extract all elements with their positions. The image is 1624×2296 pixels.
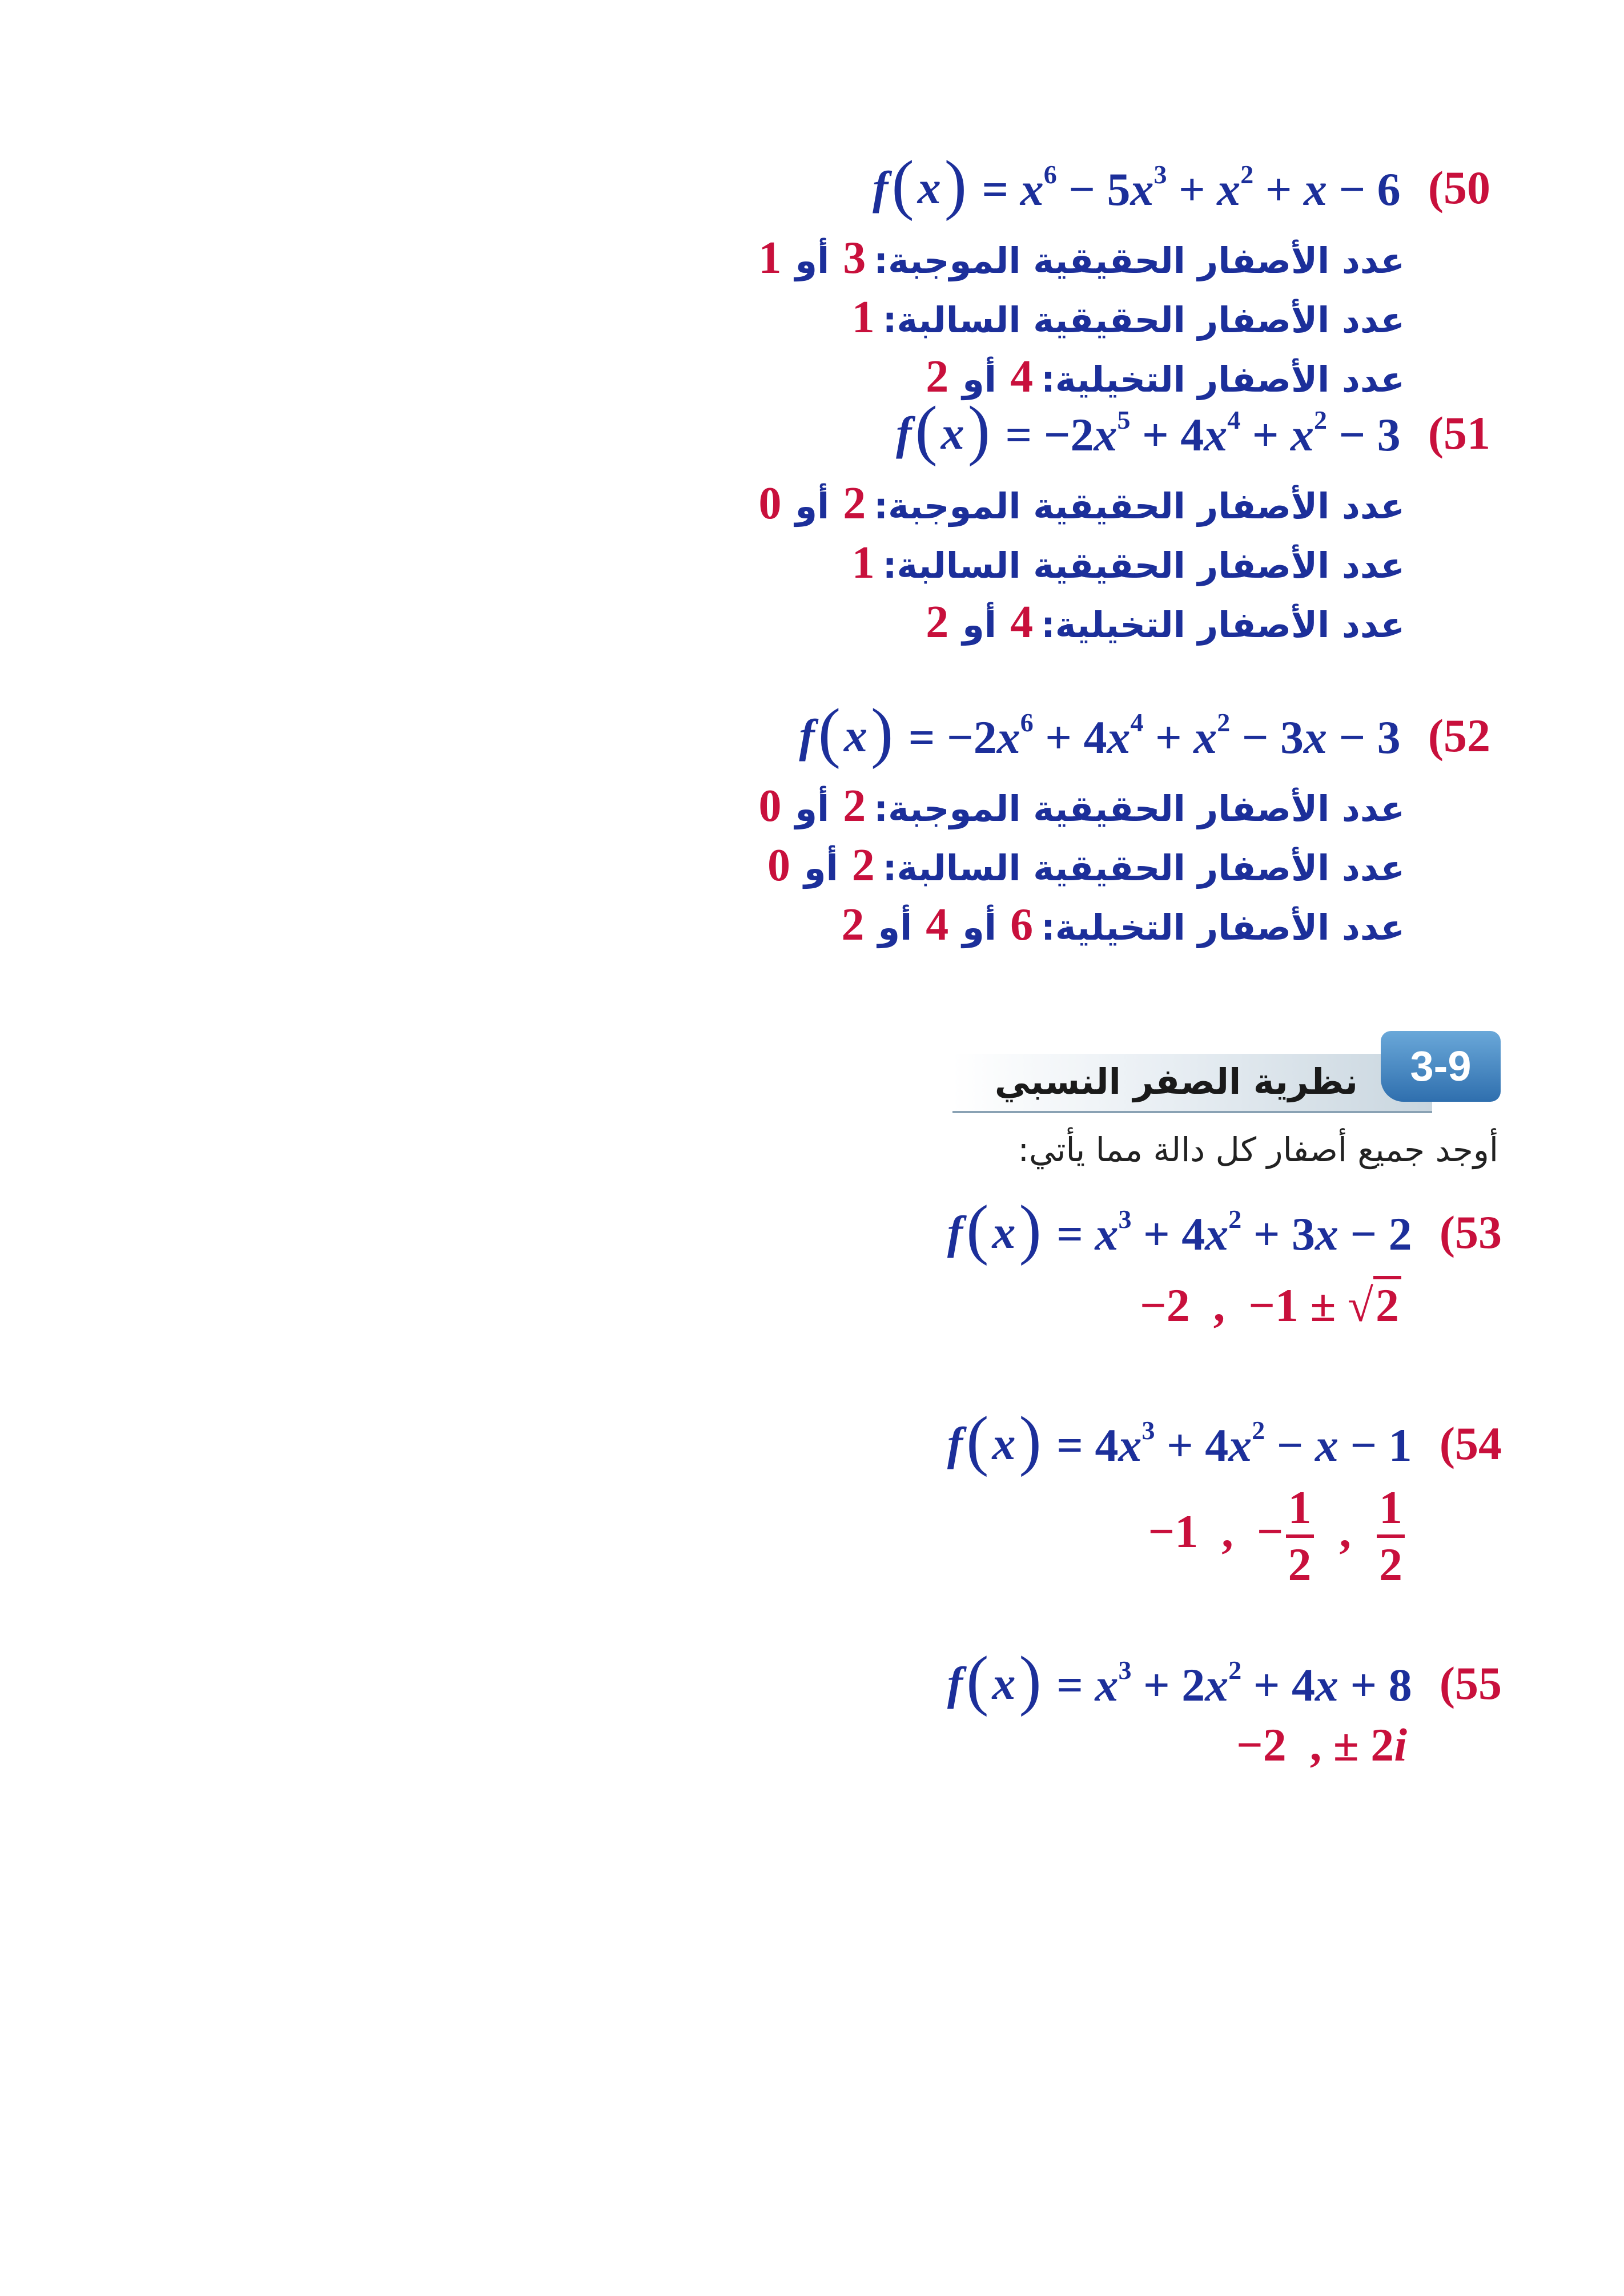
positive-zeros-row: عدد الأصفار الحقيقية الموجبة:2أو0 (758, 781, 1405, 831)
imaginary-zeros-row: عدد الأصفار التخيلية:4أو2 (926, 597, 1405, 647)
imaginary-zeros-row: عدد الأصفار التخيلية:4أو2 (926, 352, 1405, 402)
lesson-badge: 3-9 (1381, 1031, 1501, 1102)
negative-zeros-row: عدد الأصفار الحقيقية السالبة:1 (851, 292, 1405, 343)
section-title: نظرية الصفر النسبي (994, 1061, 1358, 1102)
equation-54: f ( x ) = $4x^3 + 4x^2 - x - 1$ (54 (947, 1403, 1502, 1477)
problem-number-51: (51 (1428, 407, 1490, 459)
negative-zeros-row: عدد الأصفار الحقيقية السالبة:1 (851, 538, 1405, 588)
positive-zeros-row: عدد الأصفار الحقيقية الموجبة:2أو0 (758, 478, 1405, 529)
positive-zeros-row: عدد الأصفار الحقيقية الموجبة:3أو1 (758, 233, 1405, 283)
equation-55: f ( x ) = $x^3 + 2x^2 + 4x + 8$ (55 (947, 1642, 1502, 1717)
equation-53: f ( x ) = $x^3 + 4x^2 + 3x - 2$ (53 (947, 1191, 1502, 1266)
problem-number-54: (54 (1439, 1417, 1502, 1469)
equation-51: f ( x ) = $-2x^5 + 4x^4 + x^2 - 3$ (51 (896, 392, 1490, 467)
negative-zeros-row: عدد الأصفار الحقيقية السالبة:2أو0 (767, 840, 1405, 891)
equation-50: f ( x ) = $x^6 - 5x^3 + x^2 + x - 6$ (50 (873, 147, 1490, 221)
problem-number-55: (55 (1439, 1657, 1502, 1709)
answer-54: −1 , − $\frac{1}{2}$ , $\frac{1}{2}$ (1148, 1484, 1407, 1588)
instruction-text: أوجد جميع أصفار كل دالة مما يأتي: (1018, 1130, 1498, 1169)
problem-number-52: (52 (1428, 710, 1490, 762)
equation-52: f ( x ) = $-2x^6 + 4x^4 + x^2 - 3x - 3$ (52 (799, 695, 1490, 770)
section-banner (952, 1031, 1501, 1118)
problem-number-53: (53 (1439, 1206, 1502, 1258)
imaginary-zeros-row: عدد الأصفار التخيلية:6أو4أو2 (841, 900, 1405, 950)
problem-number-50: (50 (1428, 162, 1490, 214)
answer-55: −2 , ± 2i (1236, 1719, 1407, 1771)
answer-53: −2 , −1 ± √2 (1140, 1279, 1401, 1332)
